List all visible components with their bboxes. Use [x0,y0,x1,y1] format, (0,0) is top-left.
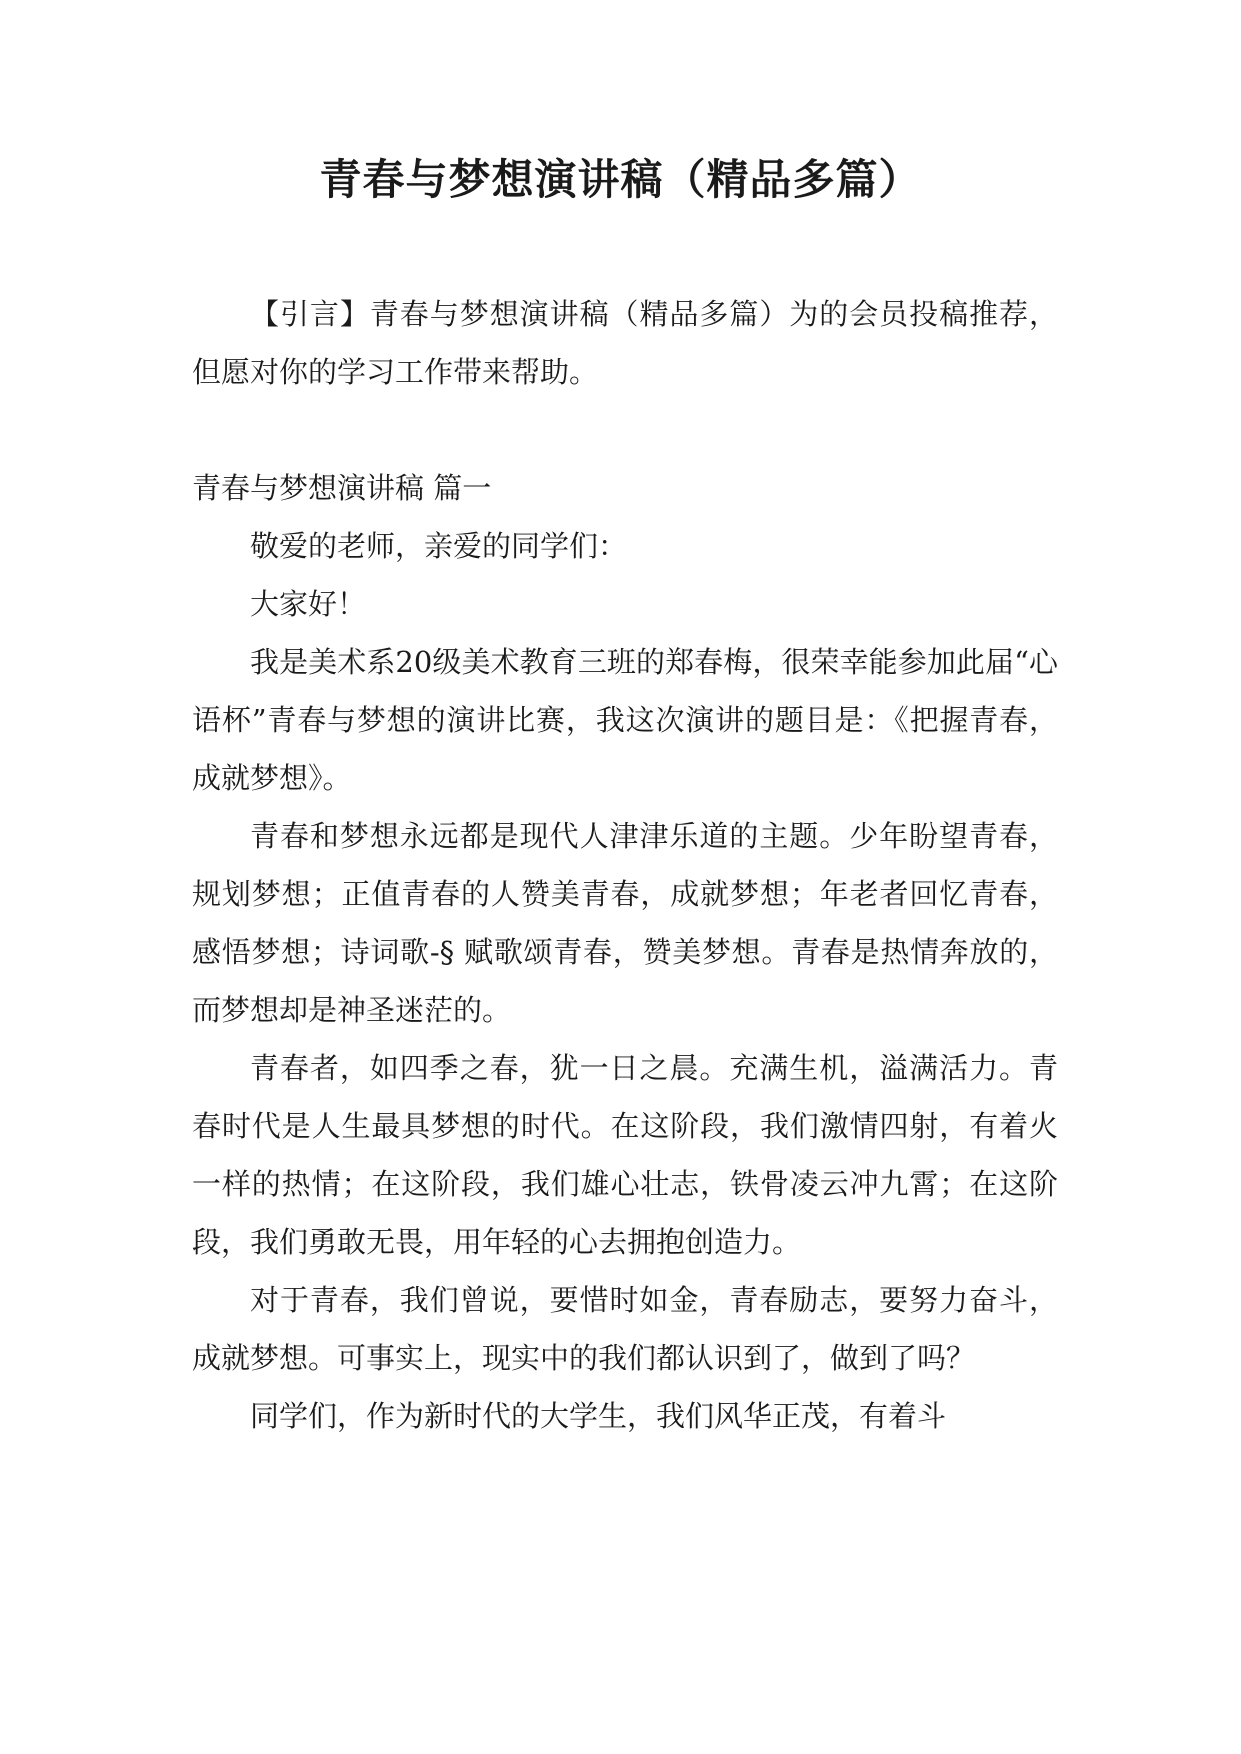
paragraph: 我是美术系20级美术教育三班的郑春梅，很荣幸能参加此届“心语杯”青春与梦想的演讲比赛，我这次演讲的题目是：《把握青春，成就梦想》。 [192,645,1058,795]
paragraph-salutation: 敬爱的老师，亲爱的同学们： [250,529,628,563]
document-title: 青春与梦想演讲稿（精品多篇） [319,155,922,204]
section-heading: 青春与梦想演讲稿 篇一 [192,471,492,505]
paragraph: 青春和梦想永远都是现代人津津乐道的主题。少年盼望青春，规划梦想；正值青春的人赞美青春，成就梦想；年老者回忆青春，感悟梦想；诗词歌-§ 赋歌颂青春，赞美梦想。青春是热情奔放的，而梦想却是神圣迷茫的。 [192,819,1058,1027]
paragraph: 青春者，如四季之春，犹一日之晨。充满生机，溢满活力。青春时代是人生最具梦想的时代。在这阶段，我们激情四射，有着火一样的热情；在这阶段，我们雄心壮志，铁骨凌云冲九霄；在这阶段，我们勇敢无畏，用年轻的心去拥抱创造力。 [192,1051,1058,1259]
blank-line [192,401,1058,459]
intro-paragraph: 【引言】青春与梦想演讲稿（精品多篇）为的会员投稿推荐，但愿对你的学习工作带来帮助。 [192,297,1058,389]
paragraph: 对于青春，我们曾说，要惜时如金，青春励志，要努力奋斗，成就梦想。可事实上，现实中的我们都认识到了，做到了吗？ [192,1283,1058,1375]
paragraph: 同学们，作为新时代的大学生，我们风华正茂，有着斗 [250,1399,947,1433]
paragraph-greeting: 大家好！ [250,587,367,621]
document-body [192,285,1058,1445]
